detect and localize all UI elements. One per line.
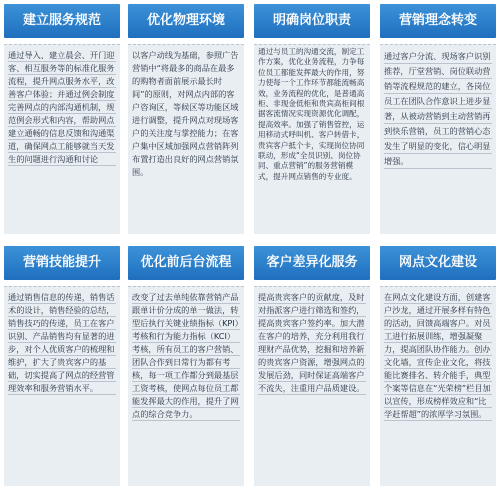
card-text: 在网点文化建设方面，创建客户沙龙，通过开展多样有特色的活动，回馈高端客户。对员工进行拓展训练，增强凝聚力，提高团队协作能力。创办文化墙，宣传企业文化，将技能比赛排名、转介能手，典型个案等信息在“光荣榜”栏目加以宣传，形成榜样效应和“比学赶帮超”的浓厚学习氛围。: [384, 292, 491, 419]
card-body: [254, 44, 370, 234]
card-body: [4, 286, 120, 486]
card-text: 通过与员工的沟通交流，制定工作方案，优化业务流程，力争每位员工都能发挥最大的作用，努力使每一个工作环节都能流畅高效，业务流程的优化，是普通高柜、非现金低柜和贵宾高柜间根据客流情况实现资源优化调配，提高效率。加强了销售管控，运用移动式呼叫机、客户转借卡，贵宾客户抵个卡，实现岗位协同联动，形成“全员识别、岗位协同、重点营销”的服务营销模式，提升网点销售的专业度。: [258, 47, 365, 181]
card-title: 明确岗位职责: [254, 4, 370, 38]
card-body: [380, 286, 496, 486]
card-body: [4, 44, 120, 234]
card-title: 优化前后台流程: [128, 246, 244, 280]
card-text: 通过导入、建立晨会、开门迎客、相互服务等的标准化服务流程，提升网点服务水平，改善客户体验；并通过例会制度完善网点的内部沟通机制，规范例会形式和内容，帮助网点建立通畅的信息反馈和沟通渠道，确保网点工能够就当天发生的问题进行沟通和讨论: [8, 50, 115, 164]
card-text: 提高贵宾客户的贡献度，及时对指派客户进行筛选和签约，提高贵宾客户签约率。加大潜在客户的培养，充分利用我行理财产品优势，挖掘和培养新的贵宾客户资源，增强网点的发展后劲，同时保证高端客户不流失，注重用户品质建设。: [258, 292, 365, 393]
card-body: [380, 44, 496, 234]
card-body: [254, 286, 370, 486]
card-body: [128, 44, 244, 234]
card-text: 改变了过去单纯依靠营销产品跟单计价分成的单一做法，转型后执行关键业绩指标（KPI）考核和行为能力指标（KCI）考核，所有员工的客户营销、团队合作到日常行为都有考核，每一项工作都分到最基层工资考核，使网点每位员工都能发挥最大的作用，提升了网点的综合竞争力。: [132, 292, 239, 419]
card-title: 客户差异化服务: [254, 246, 370, 280]
card-title: 优化物理环境: [128, 4, 244, 38]
card-title: 网点文化建设: [380, 246, 496, 280]
card-title: 建立服务规范: [4, 4, 120, 38]
card-title: 营销理念转变: [380, 4, 496, 38]
card-text: 以客户动线为基础，参照广告营销中“将最多的商品在最多的购物者面前展示最长时间”的原则，对网点内部的客户咨询区，等候区等功能区域进行调整，提升网点对现场客户的关注度与掌控能力；在客户集中区域加强网点营销阵列布置打造出良好的网点营销氛围。: [132, 50, 239, 177]
card-body: [128, 286, 244, 486]
card-text: 通过销售信息的传递，销售话术的设计，销售经验的总结，销售技巧的传递，员工在客户识别、产品销售均有显著的进步，对个人优质客户的梳理和维护，扩大了贵宾客户的基础，切实提高了网点的经营管理效率和服务营销水平。: [8, 292, 115, 393]
card-text: 通过客户分流、现场客户识别推荐，厅堂营销、岗位联动营销等流程规范的建立，各岗位员工在团队合作意识上进步显著，从被动营销到主动营销再到快乐营销，员工的营销心态发生了明显的变化，信心明显增强。: [384, 49, 492, 169]
card-title: 营销技能提升: [4, 246, 120, 280]
